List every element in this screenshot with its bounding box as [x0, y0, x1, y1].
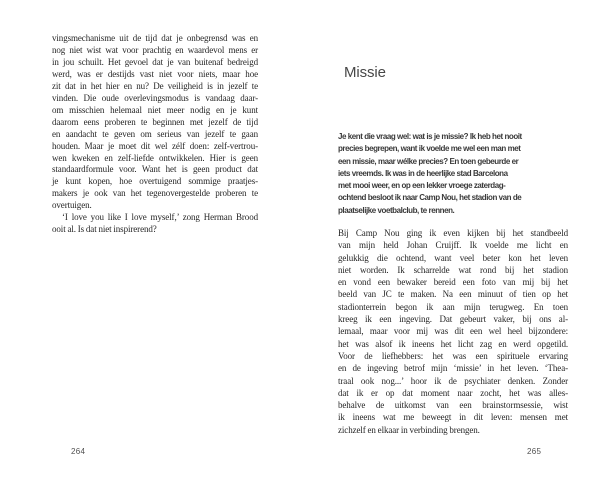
text-line: ooit al. Is dat niet inspirerend? — [52, 224, 157, 235]
text-line: gelukkig die ochtend, want veel beter kon het leven — [338, 252, 568, 263]
text-line: vinden. Die oude overlevingsmodus is vandaag daar- — [52, 92, 258, 103]
left-paragraph-continuation — [52, 33, 258, 212]
text-line: iets vreemds. Ik was in de heerlijke stad Barcelona — [338, 168, 508, 178]
text-line: Je kent die vraag wel: wat is je missie? Ik heb het nooit — [338, 132, 522, 141]
text-line: om misschien helemaal niet meer nodig en je kunt — [52, 104, 258, 115]
left-paragraph-quote — [52, 212, 258, 236]
text-line: stadionterrein begon ik aan mijn terugweg. En toen — [338, 301, 568, 312]
text-line: en vond een bewaker bereid een foto van mij bij het — [338, 277, 568, 288]
left-page-number: 264 — [71, 447, 86, 456]
text-line: overtuigen. — [52, 200, 92, 211]
chapter-intro-paragraph — [338, 131, 554, 217]
text-line: lemaal, maar voor mij was dit een wel heel bijzondere: — [338, 326, 568, 337]
text-line: behalve de uitkomst van een brainstormsessie, wist — [338, 400, 568, 411]
text-line: Bij Camp Nou ging ik even kijken bij het standbeeld — [338, 228, 568, 238]
text-line: houden. Maar je moet dit wel zélf doen: zelf-vertrou- — [52, 140, 258, 151]
right-page — [300, 0, 600, 480]
text-line: daarom eens proberen te beginnen met jezelf de tijd — [52, 116, 258, 127]
text-line: dat ik er op dat moment naar zocht, het was alles- — [338, 387, 568, 398]
text-line: met mooi weer, en op een lekker vroege zaterdag- — [338, 181, 506, 191]
text-line: vingsmechanisme uit de tijd dat je onbegrensd was en — [52, 33, 258, 43]
right-page-number: 265 — [527, 447, 542, 456]
chapter-body-paragraph — [338, 227, 568, 436]
text-line: wen kweken en zelf-liefde ontwikkelen. Hier is geen — [52, 152, 258, 163]
text-line: traal ook nog...’ hoor ik de psychiater denken. Zonder — [338, 375, 568, 386]
text-line: ‘I love you like I love myself,’ zong Herman Brood — [62, 212, 258, 223]
text-line: nog niet wist wat voor prachtig en waardevol mens er — [52, 44, 258, 55]
left-page-text-column — [52, 33, 258, 236]
text-line: Voor de liefhebbers: het was een spirituele ervaring — [338, 350, 568, 361]
text-line: zit dat in het hier en nu? De veiligheid is in jezelf te — [52, 80, 258, 91]
text-line: je kunt kopen, hoe overtuigend sommige praatjes- — [52, 176, 258, 187]
text-line: werd, was er destijds vast niet voor niets, maar hoe — [52, 68, 258, 79]
text-line: en aandacht te geven om serieus van jezelf te gaan — [52, 128, 258, 139]
text-line: en de ingeving betrof mijn ‘missie’ in het leven. ‘Thea- — [338, 363, 568, 374]
text-line: zichzelf en elkaar in verbinding brengen. — [338, 424, 480, 435]
text-line: plaatselijke voetbalclub, te rennen. — [338, 205, 455, 215]
text-line: het was alsof ik ineens het licht zag en werd opgetild. — [338, 338, 568, 349]
text-line: ik ineens wat me beweegt in dit leven: mensen met — [338, 412, 568, 423]
text-line: beeld van JC te maken. Na een minuut of tien op het — [338, 289, 568, 300]
text-line: precies begrepen, want ik voelde me wel een man met — [338, 144, 521, 154]
text-line: van mijn held Johan Cruijff. Ik voelde me licht en — [338, 240, 568, 251]
text-line: makers je ook van het tegenovergestelde proberen te — [52, 188, 258, 199]
text-line: standaardformule voor. Want het is geen product dat — [52, 164, 258, 175]
text-line: niet worden. Ik scharrelde wat rond bij het stadion — [338, 264, 568, 275]
text-line: kreeg ik een ingeving. Dat gebeurt vaker, bij ons al- — [338, 314, 568, 325]
chapter-title: Missie — [344, 64, 386, 81]
text-line: in jou schuilt. Het gevoel dat je van buitenaf bedreigd — [52, 56, 258, 67]
text-line: een missie, maar wélke precies? En toen gebeurde er — [338, 156, 519, 166]
text-line: ochtend besloot ik naar Camp Nou, het stadion van de — [338, 193, 522, 203]
